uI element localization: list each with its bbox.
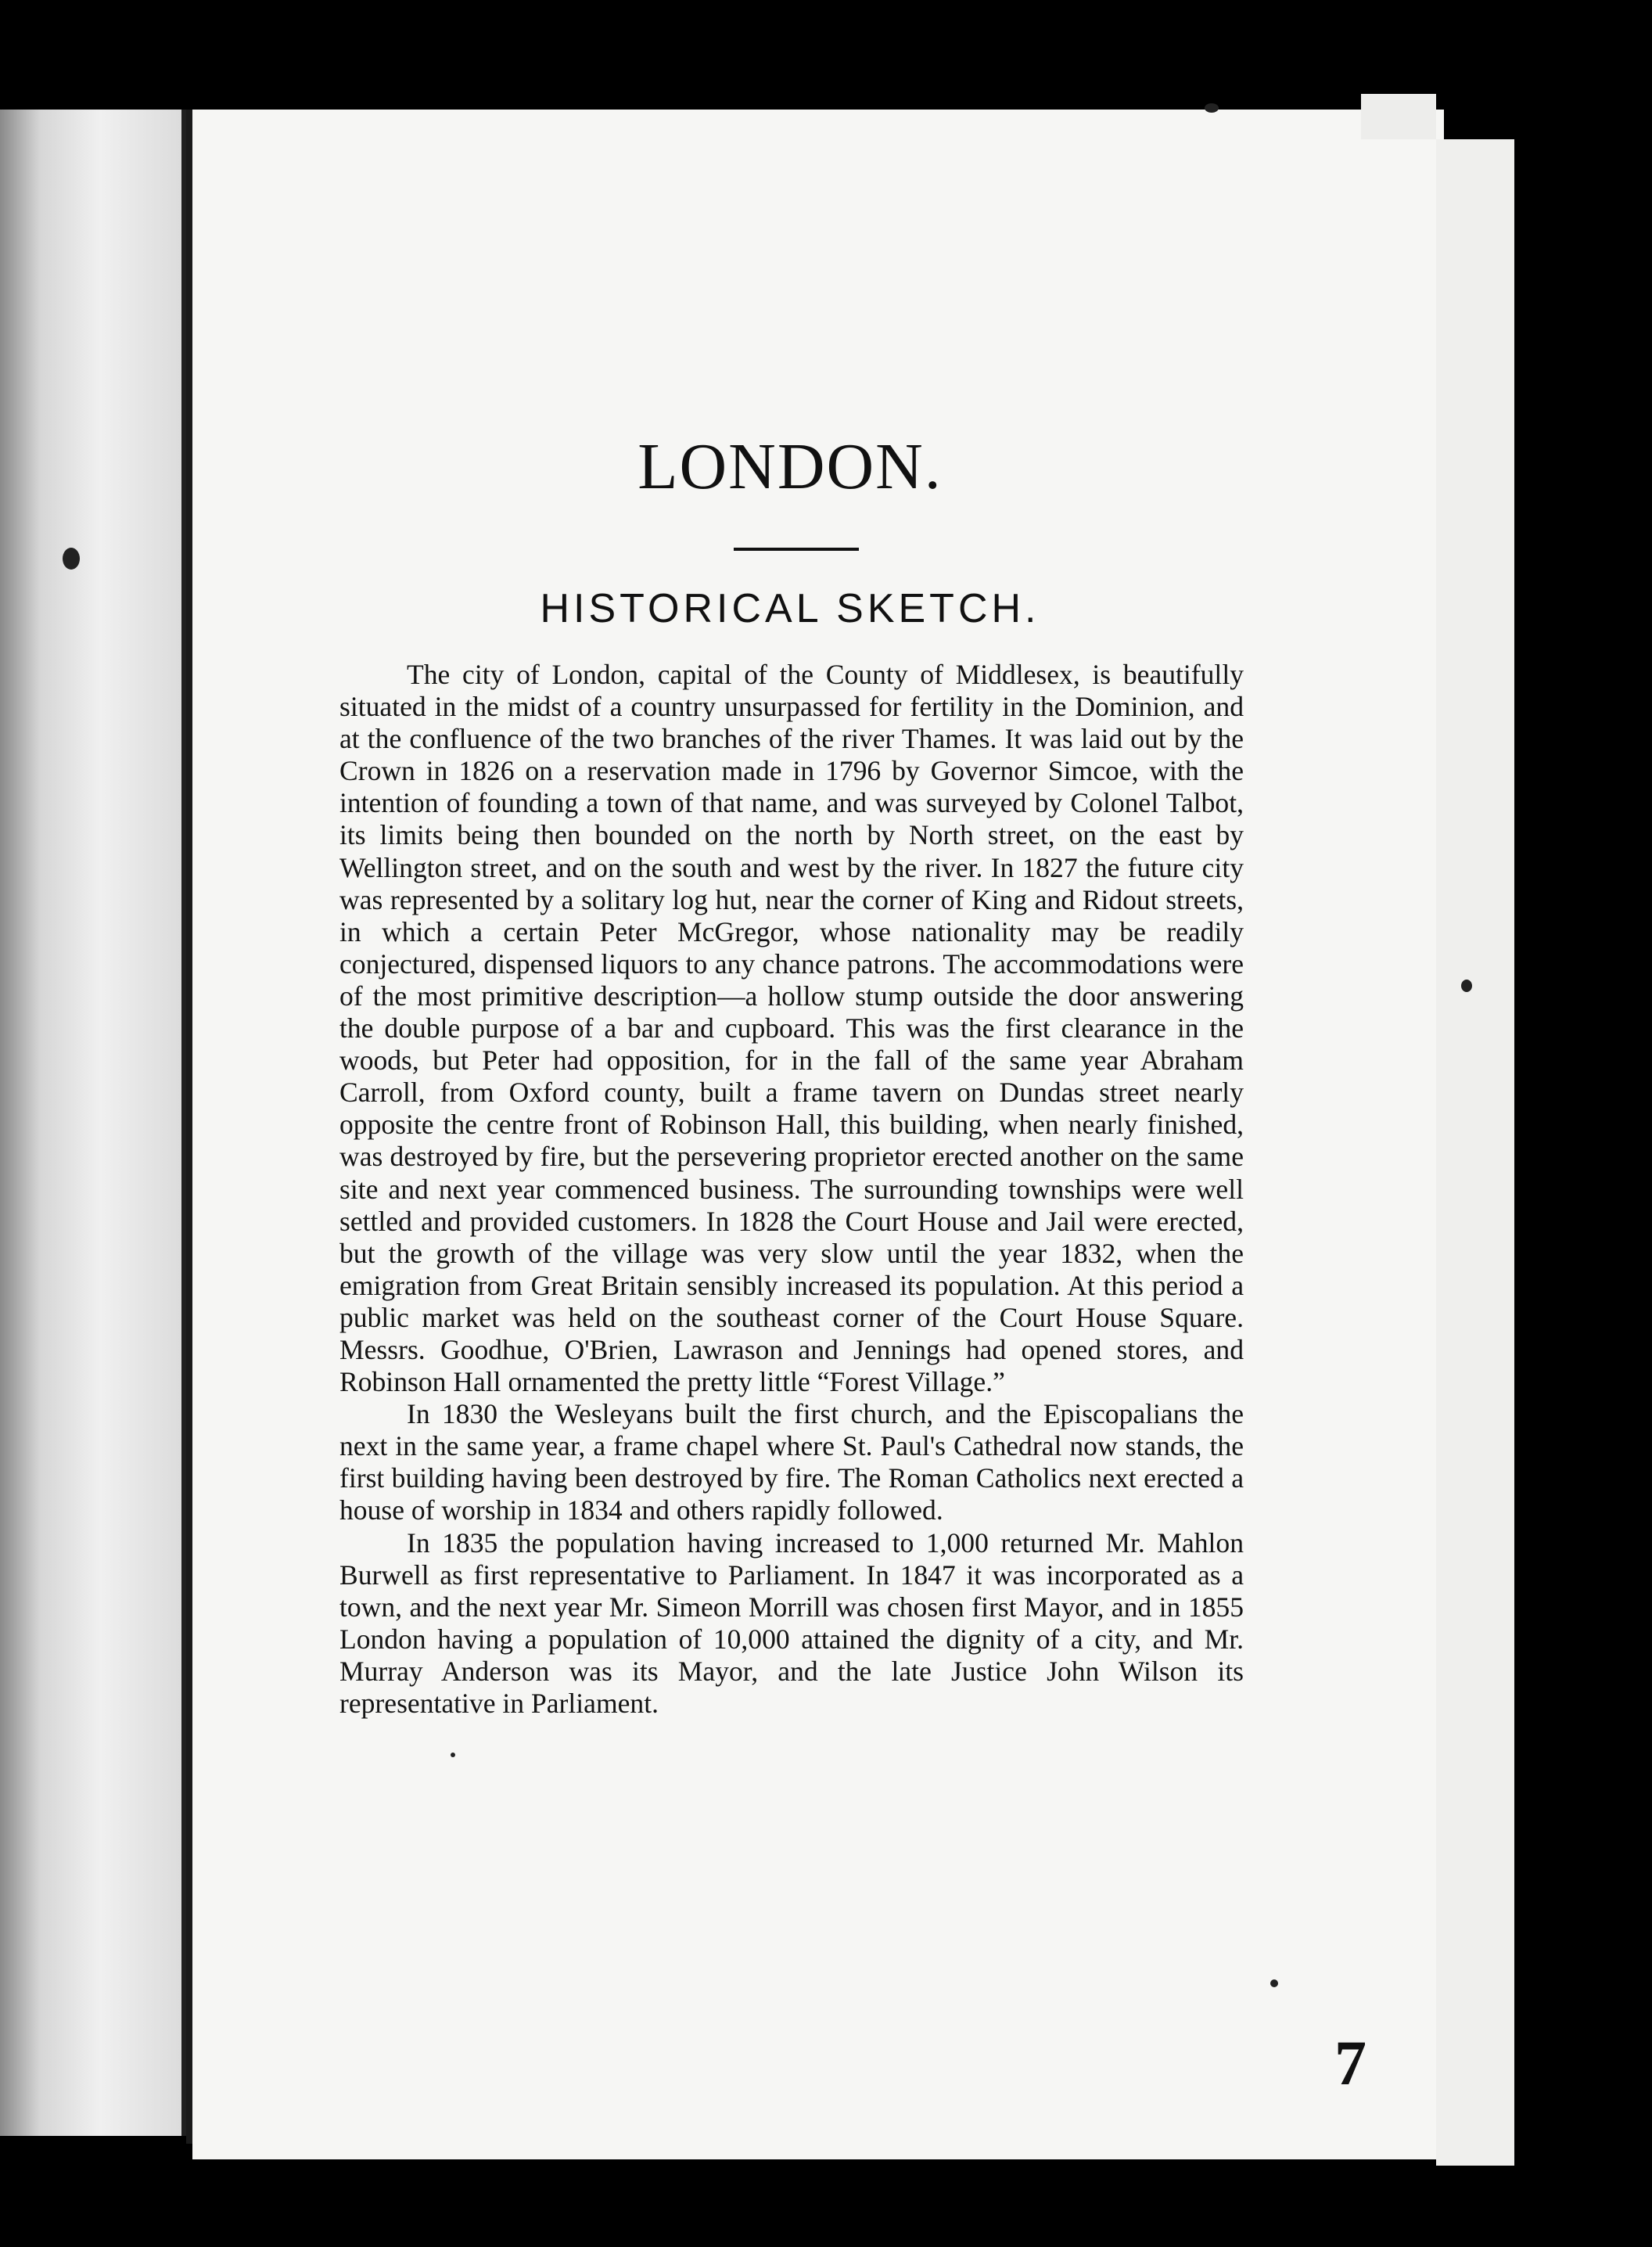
paragraph: The city of London, capital of the County of Middlesex, is beautifully situated in the midst of a country unsurpassed for fertility in the Dominion, and at the confluence of the two branches of the river Thames. It was laid out by the Crown in 1826 on a reservation made in 1796 by Governor Simcoe, with the intention of founding a town of that name, and was surveyed by Colonel Talbot, its limits being then bounded on the north by North street, on the east by Wellington street, and on the south and west by the river. In 1827 the future city was represented by a solitary log hut, near the corner of King and Ridout streets, in which a certain Peter McGregor, whose nationality may be readily conjectured, dispensed liquors to any chance patrons. The accommodations were of the most primitive description—a hollow stump outside the door answering the double purpose of a bar and cupboard. This was the first clearance in the woods, but Peter had opposition, for in the fall of the same year Abraham Carroll, from Oxford county, built a frame tavern on Dundas street nearly opposite the centre front of Robinson Hall, this building, when nearly finished, was destroyed by fire, but the persevering proprietor erected another on the same site and next year commenced business. The surrounding townships were well settled and provided customers. In 1828 the Court House and Jail were erected, but the growth of the village was very slow until the year 1832, when the emigration from Great Britain sensibly increased its population. At this period a public market was held on the southeast corner of the Court House Square. Messrs. Goodhue, O'Brien, Lawrason and Jennings had opened stores, and Robinson Hall ornamented the pretty little “Forest Village.” (339, 659, 1244, 1398)
title-rule (734, 548, 859, 551)
section-heading: HISTORICAL SKETCH. (540, 586, 1040, 631)
paragraph: In 1830 the Wesleyans built the first church, and the Episcopalians the next in the same year, a frame chapel where St. Paul's Cathedral now stands, the first building having been destroyed by fire. The Roman Catholics next erected a house of worship in 1834 and others rapidly followed. (339, 1398, 1244, 1526)
page-number: 7 (1334, 2027, 1366, 2098)
body-text (339, 659, 1244, 1720)
page-corner-edge (1361, 94, 1436, 139)
facing-page-edge (0, 110, 186, 2136)
book-gutter (186, 110, 192, 2144)
scan-speck (1205, 103, 1219, 113)
scan-speck (63, 548, 80, 570)
scan-speck (1461, 980, 1472, 992)
scan-speck (451, 1753, 455, 1757)
paragraph: In 1835 the population having increased to 1,000 returned Mr. Mahlon Burwell as first representative to Parliament. In 1847 it was incorporated as a town, and the next year Mr. Simeon Morrill was chosen first Mayor, and in 1855 London having a population of 10,000 attained the dignity of a city, and Mr. Murray Anderson was its Mayor, and the late Justice John Wilson its representative in Parliament. (339, 1526, 1244, 1719)
page-title: LONDON. (637, 430, 943, 503)
page-right-margin (1436, 139, 1514, 2166)
scan-speck (1270, 1979, 1278, 1987)
